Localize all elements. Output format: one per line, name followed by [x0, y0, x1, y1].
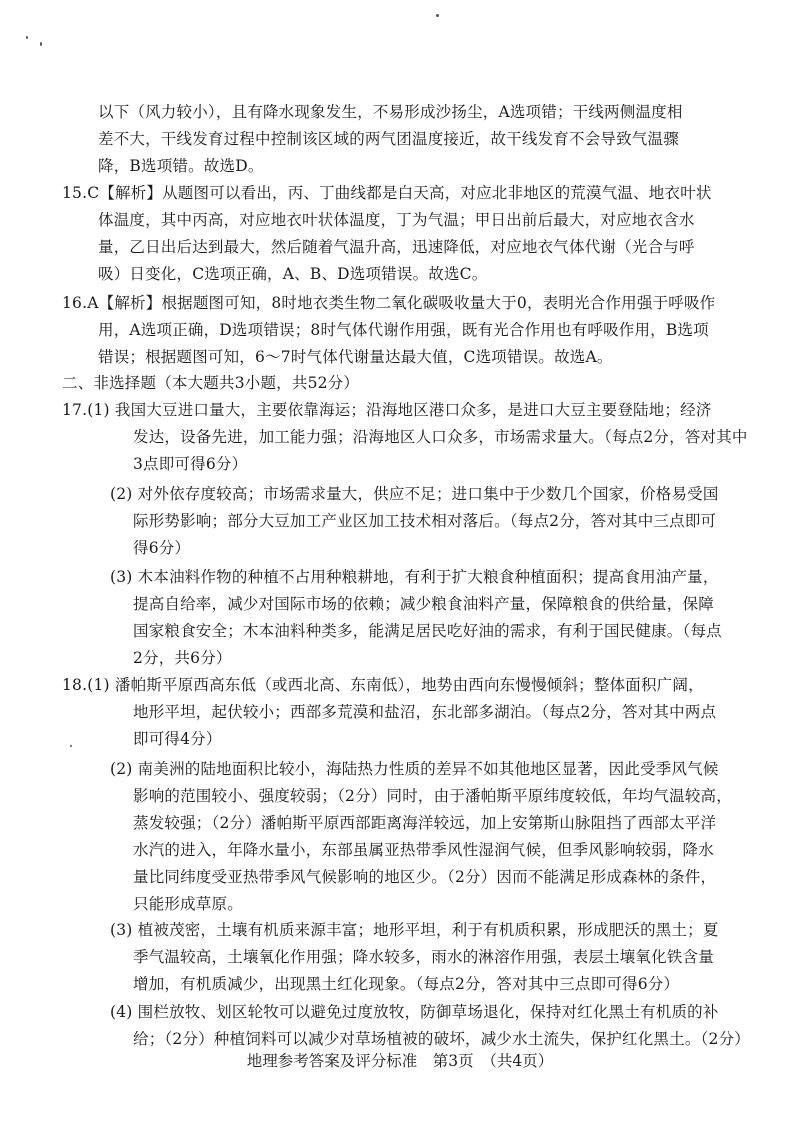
text-line: 际形势影响；部分大豆加工产业区加工技术相对落后。（每点2分，答对其中三点即可 — [133, 512, 717, 530]
text-line: 提高自给率，减少对国际市场的依赖；减少粮食油料产量，保障粮食的供给量，保障 — [133, 595, 714, 613]
text-line: (4) 围栏放牧、划区轮牧可以避免过度放牧，防御草场退化，保持对红化黑土有机质的补 — [110, 1003, 719, 1021]
text-line: 量比同纬度受亚热带季风气候影响的地区少。（2分）因而不能满足形成森林的条件， — [133, 868, 717, 886]
page-footer: 地理参考答案及评分标准 第3页 （共4页） — [246, 1052, 554, 1070]
text-line: 量，乙日出后达到最大，然后随着气温升高，迅速降低，对应地衣气体代谢（光合与呼 — [98, 238, 695, 256]
text-line: (2) 南美洲的陆地面积比较小，海陆热力性质的差异不如其他地区显著，因此受季风气候 — [110, 760, 719, 778]
text-line: 季气温较高，土壤氧化作用强；降水较多，雨水的淋溶作用强，表层土壤氧化铁含量 — [133, 948, 714, 966]
text-line: 即可得4分） — [133, 730, 222, 748]
text-line: 地形平坦，起伏较小；西部多荒漠和盐沼，东北部多湖泊。（每点2分，答对其中两点 — [133, 703, 717, 721]
text-line: 发达，设备先进，加工能力强；沿海地区人口众多，市场需求量大。（每点2分，答对其中 — [133, 428, 748, 446]
text-line: (2) 对外依存度较高；市场需求量大，供应不足；进口集中于少数几个国家，价格易受国 — [110, 485, 719, 503]
text-line: 增加，有机质减少，出现黑土红化现象。（每点2分，答对其中三点即可得6分） — [133, 975, 680, 993]
text-line: 以下（风力较小），且有降水现象发生，不易形成沙扬尘，A选项错；干线两侧温度相 — [98, 103, 683, 121]
text-line: (3) 木本油料作物的种植不占用种粮耕地，有利于扩大粮食种植面积；提高食用油产量， — [110, 568, 719, 586]
text-line: 只能形成草原。 — [133, 895, 243, 913]
text-line: 2分，共6分） — [133, 649, 232, 667]
text-line: 16.A【解析】根据题图可知，8时地衣类生物二氧化碳吸收量大于0，表明光合作用强于呼吸作 — [62, 294, 716, 312]
text-line: 体温度，其中丙高，对应地衣叶状体温度，丁为气温；甲日出前后最大，对应地衣含水 — [98, 211, 695, 229]
text-line: 水汽的进入，年降水量小，东部虽属亚热带季风性湿润气候，但季风影响较弱，降水 — [133, 841, 714, 859]
text-line: 得6分） — [133, 539, 191, 557]
text-line: 18.(1) 潘帕斯平原西高东低（或西北高、东南低），地势由西向东慢慢倾斜；整体面积广阔， — [62, 676, 704, 694]
text-line: 15.C【解析】从题图可以看出，丙、丁曲线都是白天高，对应北非地区的荒漠气温、地衣叶状 — [62, 184, 712, 202]
text-line: 给；（2分）种植饲料可以减少对草场植被的破坏，减少水土流失，保护红化黑土。（2分） — [133, 1030, 750, 1048]
scan-speck — [26, 36, 28, 39]
text-line: 3点即可得6分） — [133, 455, 248, 473]
text-line: 降，B选项错。故选D。 — [98, 157, 264, 175]
text-line: 差不大，干线发育过程中控制该区域的两气团温度接近，故干线发育不会导致气温骤 — [98, 130, 679, 148]
text-line: (3) 植被茂密，土壤有机质来源丰富；地形平坦，利于有机质积累，形成肥沃的黑土；夏 — [110, 921, 719, 939]
text-line: 国家粮食安全；木本油料种类多，能满足居民吃好油的需求，有利于国民健康。（每点 — [133, 622, 722, 640]
text-line: 错误；根据题图可知，6～7时气体代谢量达最大值，C选项错误。故选A。 — [98, 348, 613, 366]
section-heading: 二、非选择题（本大题共3小题，共52分） — [62, 374, 360, 392]
scan-speck — [436, 14, 439, 17]
text-line: 17.(1) 我国大豆进口量大，主要依靠海运；沿海地区港口众多，是进口大豆主要登陆地；经济 — [62, 401, 712, 419]
scan-speck — [40, 42, 42, 46]
text-line: 吸）日变化，C选项正确，A、B、D选项错误。故选C。 — [98, 265, 488, 283]
text-line: 用，A选项正确，D选项错误；8时气体代谢作用强，既有光合作用也有呼吸作用，B选项 — [98, 321, 709, 339]
scan-speck — [70, 745, 72, 747]
text-line: 蒸发较强；（2分）潘帕斯平原西部距离海洋较远，加上安第斯山脉阻挡了西部太平洋 — [133, 814, 717, 832]
text-line: 影响的范围较小、强度较弱；（2分）同时，由于潘帕斯平原纬度较低，年均气温较高， — [133, 787, 732, 805]
